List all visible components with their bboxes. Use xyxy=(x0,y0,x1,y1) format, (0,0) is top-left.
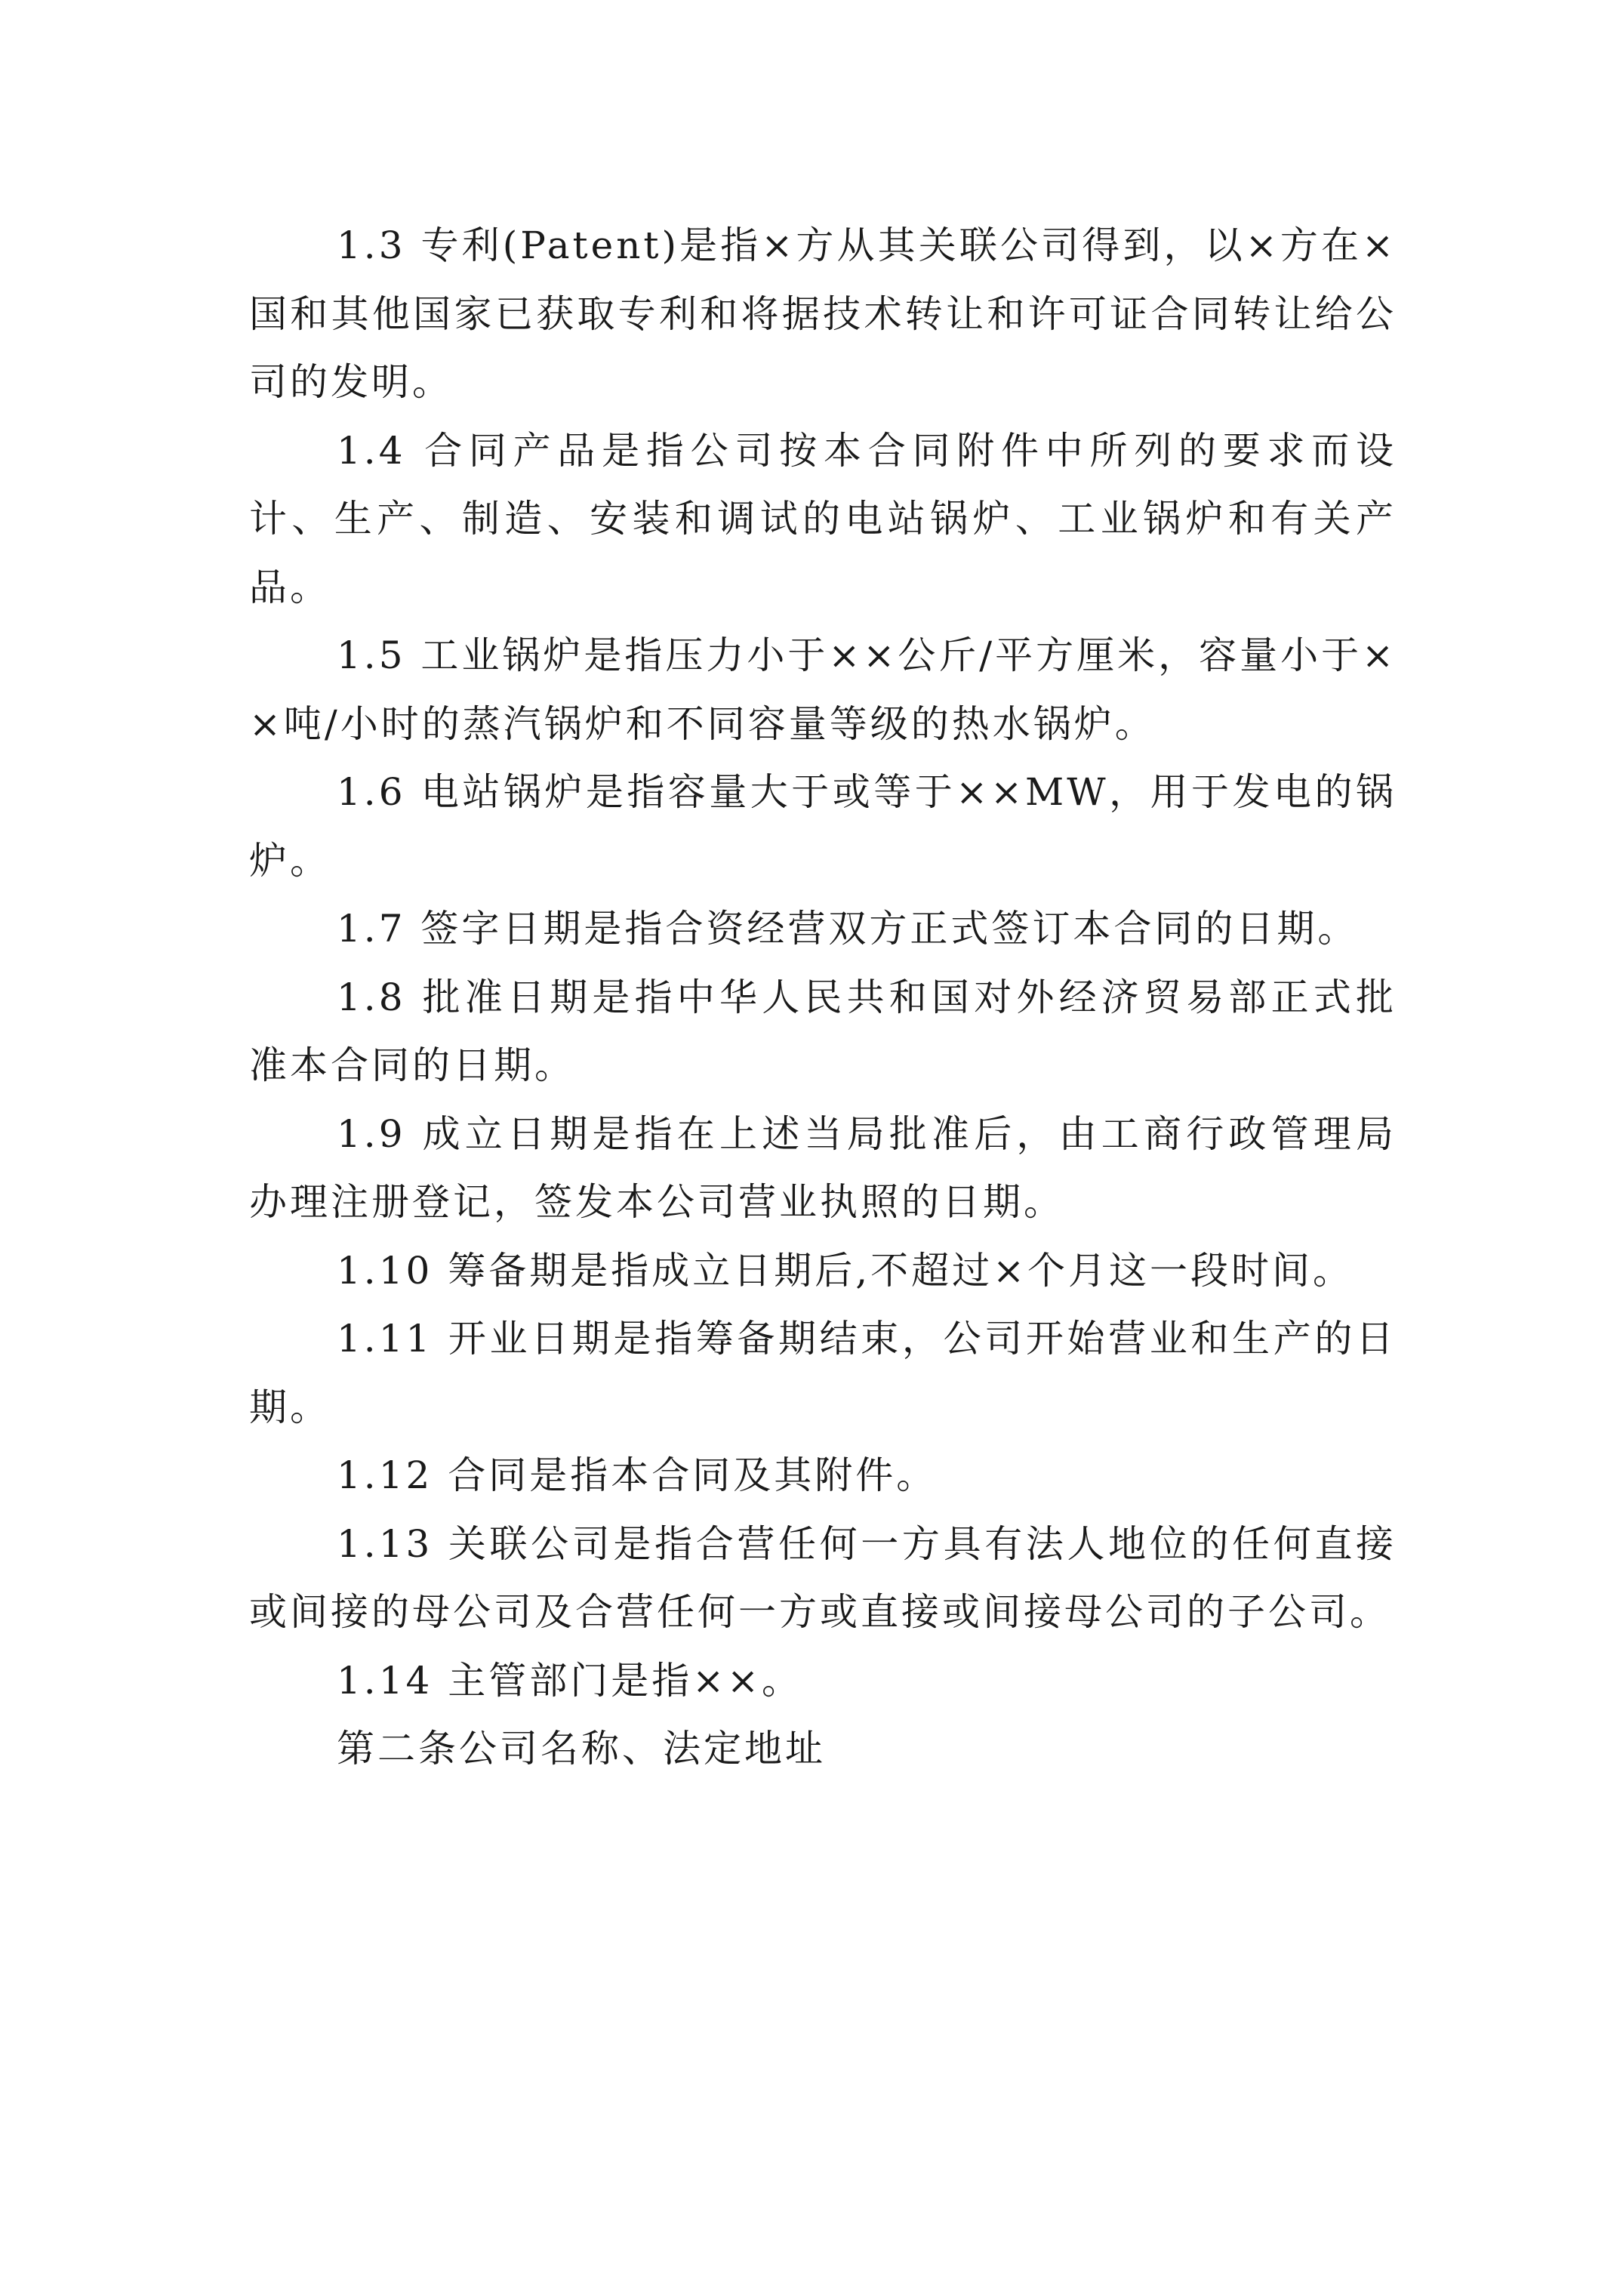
clause-1-4: 1.4 合同产品是指公司按本合同附件中所列的要求而设计、生产、制造、安装和调试的电站锅炉、工业锅炉和有关产品。 xyxy=(249,428,1397,609)
clause-1-7: 1.7 签字日期是指合资经营双方正式签订本合同的日期。 xyxy=(337,907,1359,951)
section-heading-article-2: 第二条公司名称、法定地址 xyxy=(337,1727,826,1771)
clause-1-12: 1.12 合同是指本合同及其附件。 xyxy=(337,1453,938,1497)
clause-1-11: 1.11 开业日期是指筹备期结束，公司开始营业和生产的日期。 xyxy=(249,1317,1397,1429)
clause-1-8: 1.8 批准日期是指中华人民共和国对外经济贸易部正式批准本合同的日期。 xyxy=(249,975,1397,1087)
clause-1-10: 1.10 筹备期是指成立日期后,不超过×个月这一段时间。 xyxy=(337,1248,1354,1293)
clause-1-13: 1.13 关联公司是指合营任何一方具有法人地位的任何直接或间接的母公司及合营任何一方或直接或间接母公司的子公司。 xyxy=(249,1521,1397,1634)
clause-1-6: 1.6 电站锅炉是指容量大于或等于××MW，用于发电的锅炉。 xyxy=(249,770,1397,883)
clause-1-14: 1.14 主管部门是指××。 xyxy=(337,1658,803,1703)
clause-1-9: 1.9 成立日期是指在上述当局批准后，由工商行政管理局办理注册登记，签发本公司营业执照的日期。 xyxy=(249,1111,1397,1224)
document-body xyxy=(249,211,1397,1783)
clause-1-5: 1.5 工业锅炉是指压力小于××公斤/平方厘米，容量小于××吨/小时的蒸汽锅炉和不同容量等级的热水锅炉。 xyxy=(249,633,1397,746)
clause-1-3: 1.3 专利(Patent)是指×方从其关联公司得到，以×方在×国和其他国家已获取专利和将据技术转让和许可证合同转让给公司的发明。 xyxy=(249,223,1397,404)
